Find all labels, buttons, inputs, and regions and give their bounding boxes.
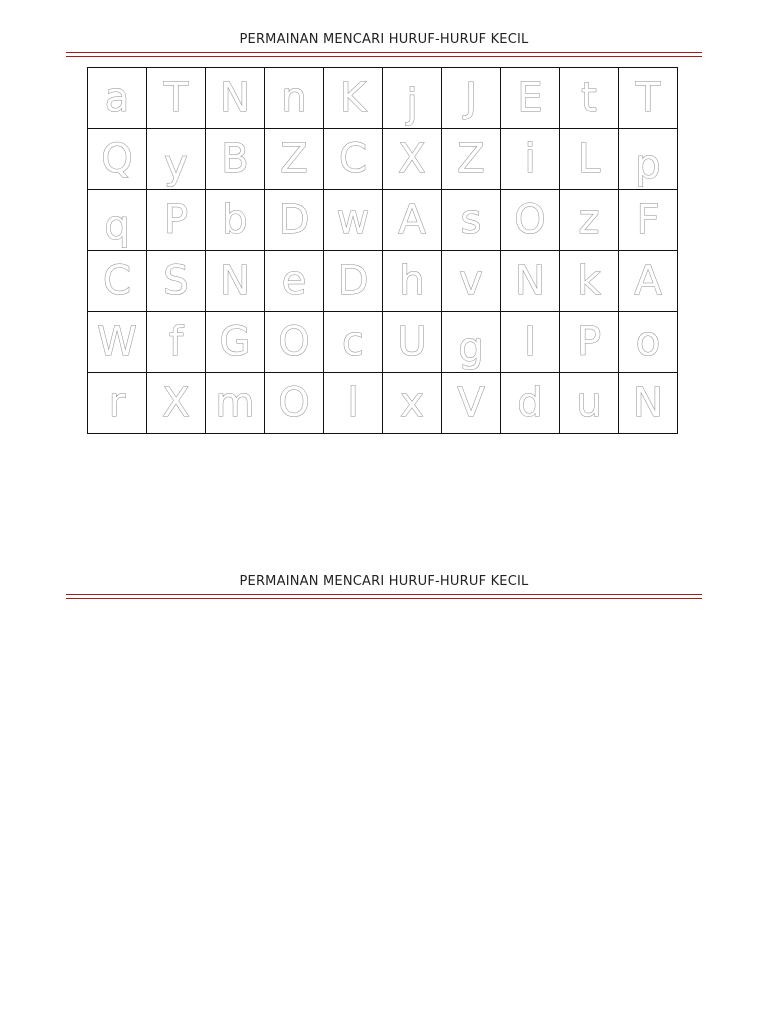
letter-glyph: k — [577, 258, 601, 304]
letter-glyph: o — [635, 319, 661, 365]
letter-cell[interactable] — [442, 68, 501, 129]
letter-glyph: P — [163, 197, 189, 243]
letter-cell[interactable] — [619, 68, 678, 129]
letter-cell[interactable] — [383, 190, 442, 251]
letter-cell[interactable] — [147, 190, 206, 251]
grid-row — [88, 68, 678, 129]
letter-glyph: q — [104, 203, 130, 249]
letter-cell[interactable] — [88, 373, 147, 434]
letter-cell[interactable] — [265, 129, 324, 190]
letter-glyph: u — [576, 380, 602, 426]
letter-glyph: N — [220, 75, 250, 121]
letter-cell[interactable] — [501, 373, 560, 434]
letter-glyph: z — [578, 197, 600, 243]
letter-cell[interactable] — [383, 129, 442, 190]
letter-cell[interactable] — [560, 129, 619, 190]
letter-glyph: y — [164, 142, 188, 188]
letter-cell[interactable] — [560, 190, 619, 251]
letter-cell[interactable] — [442, 129, 501, 190]
letter-glyph: b — [222, 197, 248, 243]
letter-glyph: I — [524, 319, 536, 365]
letter-glyph: t — [581, 75, 597, 121]
letter-cell[interactable] — [619, 312, 678, 373]
letter-glyph: N — [515, 258, 545, 304]
letter-cell[interactable] — [88, 251, 147, 312]
letter-glyph: L — [577, 136, 601, 182]
letter-cell[interactable] — [383, 312, 442, 373]
letter-cell[interactable] — [560, 312, 619, 373]
letter-cell[interactable] — [501, 190, 560, 251]
letter-cell[interactable] — [442, 190, 501, 251]
grid-row — [88, 312, 678, 373]
letter-glyph: P — [576, 319, 602, 365]
letter-glyph: l — [347, 380, 359, 426]
letter-cell[interactable] — [265, 190, 324, 251]
letter-glyph: T — [163, 75, 189, 121]
letter-glyph: A — [634, 258, 662, 304]
letter-cell[interactable] — [206, 68, 265, 129]
letter-glyph: J — [465, 75, 477, 121]
letter-glyph: f — [168, 319, 184, 365]
letter-cell[interactable] — [265, 251, 324, 312]
letter-glyph: g — [458, 325, 484, 371]
letter-glyph: X — [162, 380, 190, 426]
letter-glyph: X — [398, 136, 426, 182]
letter-cell[interactable] — [619, 251, 678, 312]
letter-glyph: Z — [280, 136, 308, 182]
letter-cell[interactable] — [147, 373, 206, 434]
letter-glyph: A — [398, 197, 426, 243]
worksheet-title: PERMAINAN MENCARI HURUF-HURUF KECIL — [239, 32, 529, 47]
letter-cell[interactable] — [501, 312, 560, 373]
letter-glyph: h — [399, 258, 425, 304]
letter-cell[interactable] — [88, 190, 147, 251]
letter-glyph: C — [103, 258, 131, 304]
letter-glyph: Z — [457, 136, 485, 182]
letter-cell[interactable] — [560, 373, 619, 434]
letter-cell[interactable] — [560, 68, 619, 129]
letter-cell[interactable] — [383, 251, 442, 312]
letter-glyph: m — [215, 380, 255, 426]
letter-cell[interactable] — [324, 312, 383, 373]
letter-glyph: O — [278, 319, 310, 365]
letter-glyph: d — [517, 380, 543, 426]
letter-cell[interactable] — [501, 251, 560, 312]
letter-glyph: U — [397, 319, 427, 365]
letter-grid — [87, 67, 678, 434]
letter-glyph: w — [336, 197, 370, 243]
letter-cell[interactable] — [88, 312, 147, 373]
letter-cell[interactable] — [324, 373, 383, 434]
letter-cell[interactable] — [383, 68, 442, 129]
letter-glyph: r — [108, 380, 126, 426]
letter-cell[interactable] — [206, 373, 265, 434]
letter-glyph: E — [517, 75, 543, 121]
letter-cell[interactable] — [324, 68, 383, 129]
letter-glyph: c — [342, 319, 364, 365]
letter-glyph: Q — [101, 136, 133, 182]
letter-glyph: s — [460, 197, 482, 243]
letter-glyph: p — [635, 142, 661, 188]
letter-cell[interactable] — [324, 129, 383, 190]
letter-cell[interactable] — [88, 68, 147, 129]
letter-cell[interactable] — [619, 129, 678, 190]
letter-glyph: F — [636, 197, 660, 243]
letter-glyph: O — [514, 197, 546, 243]
letter-cell[interactable] — [265, 68, 324, 129]
letter-glyph: K — [339, 75, 367, 121]
second-title-double-rule — [66, 594, 702, 599]
letter-cell[interactable] — [206, 129, 265, 190]
letter-cell[interactable] — [265, 373, 324, 434]
letter-glyph: V — [457, 380, 485, 426]
letter-glyph: W — [97, 319, 137, 365]
letter-cell[interactable] — [442, 373, 501, 434]
letter-cell[interactable] — [619, 190, 678, 251]
letter-glyph: S — [163, 258, 189, 304]
letter-glyph: N — [633, 380, 663, 426]
grid-row — [88, 190, 678, 251]
letter-cell[interactable] — [560, 251, 619, 312]
letter-glyph: O — [278, 380, 310, 426]
second-worksheet-title: PERMAINAN MENCARI HURUF-HURUF KECIL — [239, 574, 529, 589]
letter-glyph: D — [278, 197, 310, 243]
letter-glyph: n — [281, 75, 307, 121]
letter-cell[interactable] — [324, 190, 383, 251]
letter-glyph: C — [339, 136, 367, 182]
letter-cell[interactable] — [442, 251, 501, 312]
letter-glyph: G — [219, 319, 251, 365]
letter-glyph: e — [281, 258, 307, 304]
letter-cell[interactable] — [324, 251, 383, 312]
letter-glyph: N — [220, 258, 250, 304]
title-double-rule — [66, 52, 702, 57]
letter-cell[interactable] — [265, 312, 324, 373]
grid-row — [88, 129, 678, 190]
letter-cell[interactable] — [442, 312, 501, 373]
letter-cell[interactable] — [147, 129, 206, 190]
letter-cell[interactable] — [147, 68, 206, 129]
letter-cell[interactable] — [619, 373, 678, 434]
letter-grid-body — [88, 68, 678, 434]
letter-glyph: v — [459, 258, 483, 304]
letter-cell[interactable] — [147, 312, 206, 373]
letter-cell[interactable] — [147, 251, 206, 312]
letter-glyph: i — [524, 136, 536, 182]
grid-row — [88, 373, 678, 434]
letter-cell[interactable] — [501, 68, 560, 129]
letter-cell[interactable] — [501, 129, 560, 190]
letter-glyph: T — [635, 75, 661, 121]
grid-row — [88, 251, 678, 312]
letter-glyph: B — [221, 136, 249, 182]
letter-cell[interactable] — [206, 190, 265, 251]
letter-glyph: j — [406, 81, 418, 127]
letter-cell[interactable] — [383, 373, 442, 434]
letter-cell[interactable] — [206, 312, 265, 373]
letter-cell[interactable] — [88, 129, 147, 190]
letter-glyph: x — [400, 380, 424, 426]
letter-glyph: a — [104, 75, 130, 121]
letter-cell[interactable] — [206, 251, 265, 312]
letter-glyph: D — [337, 258, 369, 304]
